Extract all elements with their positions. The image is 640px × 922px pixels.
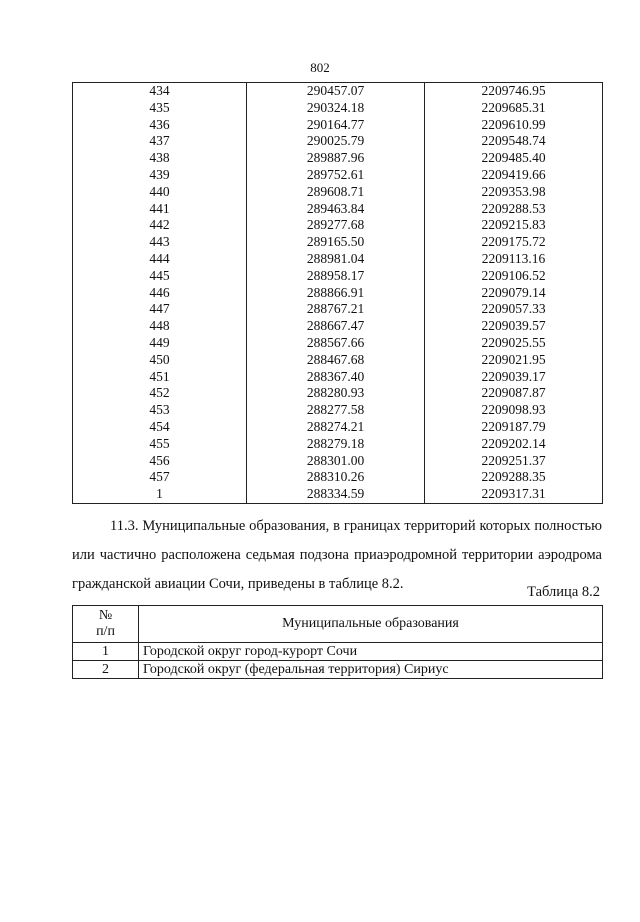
coordinate-y: 2209039.17 bbox=[425, 369, 603, 386]
table-row bbox=[73, 352, 603, 369]
coordinate-x: 289165.50 bbox=[247, 234, 425, 251]
point-number: 451 bbox=[73, 369, 247, 386]
section-paragraph: 11.3. Муниципальные образования, в границах территорий которых полностью или частично расположена седьмая подзона приаэродромной территории аэродрома гражданской авиации Сочи, приведены в таблице 8.2. bbox=[72, 518, 602, 592]
coordinates-table-body bbox=[73, 83, 603, 504]
coordinate-x: 288367.40 bbox=[247, 369, 425, 386]
row-number: 2 bbox=[73, 661, 139, 679]
coordinate-x: 290457.07 bbox=[247, 83, 425, 100]
point-number: 437 bbox=[73, 133, 247, 150]
header-municipality: Муниципальные образования bbox=[139, 606, 603, 643]
municipalities-table bbox=[72, 605, 603, 679]
table-row bbox=[73, 117, 603, 134]
coordinate-x: 288981.04 bbox=[247, 251, 425, 268]
point-number: 446 bbox=[73, 285, 247, 302]
table-row bbox=[73, 150, 603, 167]
coordinate-y: 2209251.37 bbox=[425, 453, 603, 470]
coordinate-y: 2209106.52 bbox=[425, 268, 603, 285]
coordinate-x: 288567.66 bbox=[247, 335, 425, 352]
coordinate-y: 2209202.14 bbox=[425, 436, 603, 453]
coordinate-y: 2209485.40 bbox=[425, 150, 603, 167]
row-number: 1 bbox=[73, 643, 139, 661]
coordinates-table bbox=[72, 82, 603, 504]
table-row bbox=[73, 133, 603, 150]
point-number: 457 bbox=[73, 469, 247, 486]
coordinate-x: 288334.59 bbox=[247, 486, 425, 503]
table-row bbox=[73, 402, 603, 419]
coordinate-x: 289463.84 bbox=[247, 201, 425, 218]
coordinate-y: 2209610.99 bbox=[425, 117, 603, 134]
coordinate-x: 288467.68 bbox=[247, 352, 425, 369]
point-number: 456 bbox=[73, 453, 247, 470]
table-row bbox=[73, 369, 603, 386]
municipality-name: Городской округ город-курорт Сочи bbox=[139, 643, 603, 661]
coordinate-y: 2209175.72 bbox=[425, 234, 603, 251]
coordinate-y: 2209419.66 bbox=[425, 167, 603, 184]
coordinate-y: 2209039.57 bbox=[425, 318, 603, 335]
coordinate-y: 2209215.83 bbox=[425, 217, 603, 234]
table-row bbox=[73, 318, 603, 335]
municipality-name: Городской округ (федеральная территория) Сириус bbox=[139, 661, 603, 679]
point-number: 452 bbox=[73, 385, 247, 402]
table-row bbox=[73, 453, 603, 470]
point-number: 442 bbox=[73, 217, 247, 234]
table-row bbox=[73, 217, 603, 234]
header-number-abbr: п/п bbox=[96, 624, 115, 639]
point-number: 449 bbox=[73, 335, 247, 352]
coordinate-y: 2209353.98 bbox=[425, 184, 603, 201]
coordinate-y: 2209113.16 bbox=[425, 251, 603, 268]
coordinate-x: 290025.79 bbox=[247, 133, 425, 150]
coordinate-y: 2209548.74 bbox=[425, 133, 603, 150]
coordinate-y: 2209025.55 bbox=[425, 335, 603, 352]
table-row bbox=[73, 301, 603, 318]
coordinate-y: 2209187.79 bbox=[425, 419, 603, 436]
coordinate-y: 2209288.53 bbox=[425, 201, 603, 218]
point-number: 453 bbox=[73, 402, 247, 419]
coordinate-y: 2209079.14 bbox=[425, 285, 603, 302]
point-number: 434 bbox=[73, 83, 247, 100]
coordinate-x: 288767.21 bbox=[247, 301, 425, 318]
table-row bbox=[73, 486, 603, 503]
point-number: 447 bbox=[73, 301, 247, 318]
point-number: 444 bbox=[73, 251, 247, 268]
coordinate-x: 288279.18 bbox=[247, 436, 425, 453]
table-row bbox=[73, 419, 603, 436]
coordinate-x: 289887.96 bbox=[247, 150, 425, 167]
point-number: 443 bbox=[73, 234, 247, 251]
table-row bbox=[73, 251, 603, 268]
table-row bbox=[73, 469, 603, 486]
point-number: 454 bbox=[73, 419, 247, 436]
coordinate-x: 289608.71 bbox=[247, 184, 425, 201]
point-number: 439 bbox=[73, 167, 247, 184]
coordinate-y: 2209288.35 bbox=[425, 469, 603, 486]
table-row bbox=[73, 285, 603, 302]
coordinate-x: 288667.47 bbox=[247, 318, 425, 335]
coordinate-y: 2209746.95 bbox=[425, 83, 603, 100]
point-number: 448 bbox=[73, 318, 247, 335]
table-row bbox=[73, 100, 603, 117]
table-row bbox=[73, 643, 603, 661]
coordinate-y: 2209317.31 bbox=[425, 486, 603, 503]
table-row bbox=[73, 167, 603, 184]
coordinate-x: 290324.18 bbox=[247, 100, 425, 117]
coordinate-y: 2209098.93 bbox=[425, 402, 603, 419]
coordinate-y: 2209087.87 bbox=[425, 385, 603, 402]
table-caption: Таблица 8.2 bbox=[527, 584, 600, 600]
coordinate-x: 288301.00 bbox=[247, 453, 425, 470]
point-number: 441 bbox=[73, 201, 247, 218]
header-number-symbol: № bbox=[98, 608, 113, 623]
coordinate-x: 290164.77 bbox=[247, 117, 425, 134]
coordinate-y: 2209057.33 bbox=[425, 301, 603, 318]
coordinate-y: 2209021.95 bbox=[425, 352, 603, 369]
coordinate-x: 288866.91 bbox=[247, 285, 425, 302]
municipalities-header-row bbox=[73, 606, 603, 643]
coordinate-x: 288958.17 bbox=[247, 268, 425, 285]
coordinate-x: 288310.26 bbox=[247, 469, 425, 486]
coordinate-x: 288280.93 bbox=[247, 385, 425, 402]
point-number: 445 bbox=[73, 268, 247, 285]
point-number: 435 bbox=[73, 100, 247, 117]
table-row bbox=[73, 661, 603, 679]
coordinate-x: 289752.61 bbox=[247, 167, 425, 184]
point-number: 455 bbox=[73, 436, 247, 453]
point-number: 440 bbox=[73, 184, 247, 201]
point-number: 436 bbox=[73, 117, 247, 134]
coordinate-y: 2209685.31 bbox=[425, 100, 603, 117]
page-number: 802 bbox=[310, 60, 330, 75]
table-row bbox=[73, 201, 603, 218]
header-number bbox=[73, 606, 139, 643]
table-row bbox=[73, 385, 603, 402]
point-number: 438 bbox=[73, 150, 247, 167]
table-row bbox=[73, 234, 603, 251]
table-row bbox=[73, 335, 603, 352]
table-row bbox=[73, 436, 603, 453]
coordinate-x: 288277.58 bbox=[247, 402, 425, 419]
table-row bbox=[73, 268, 603, 285]
table-row bbox=[73, 184, 603, 201]
table-row bbox=[73, 83, 603, 100]
coordinate-x: 289277.68 bbox=[247, 217, 425, 234]
coordinate-x: 288274.21 bbox=[247, 419, 425, 436]
point-number: 1 bbox=[73, 486, 247, 503]
point-number: 450 bbox=[73, 352, 247, 369]
